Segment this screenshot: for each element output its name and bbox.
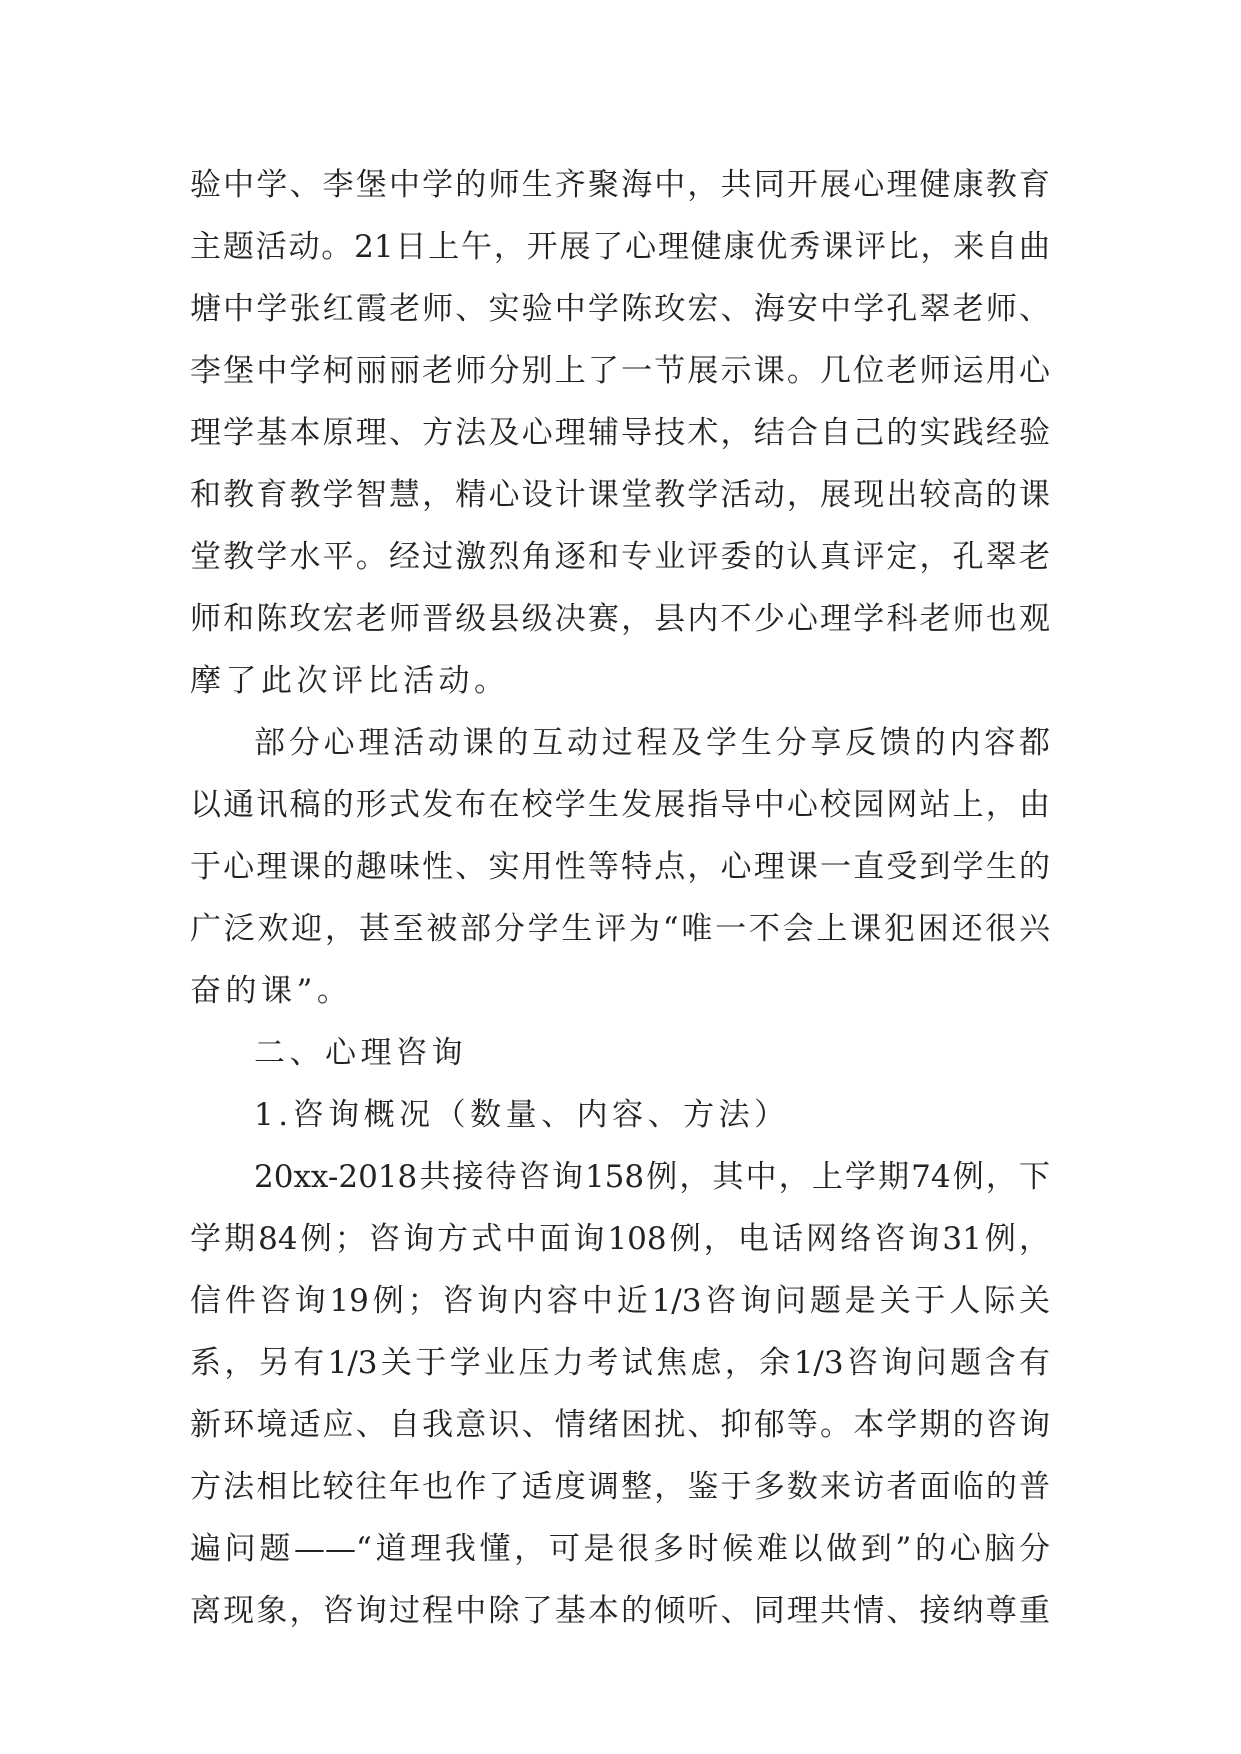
paragraph-first-line: 部分心理活动课的互动过程及学生分享反馈的内容都 bbox=[254, 725, 1050, 761]
text-line: 理学基本原理、方法及心理辅导技术，结合自己的实践经验 bbox=[190, 415, 1050, 451]
text-line: 方法相比较往年也作了适度调整，鉴于多数来访者面临的普 bbox=[190, 1469, 1050, 1505]
text-line: 广泛欢迎，甚至被部分学生评为“唯一不会上课犯困还很兴 bbox=[190, 911, 1050, 947]
text-line: 堂教学水平。经过激烈角逐和专业评委的认真评定，孔翠老 bbox=[190, 539, 1050, 575]
text-line: 学期84例；咨询方式中面询108例，电话网络咨询31例， bbox=[190, 1221, 1050, 1257]
text-line: 于心理课的趣味性、实用性等特点，心理课一直受到学生的 bbox=[190, 849, 1050, 885]
text-line: 主题活动。21日上午，开展了心理健康优秀课评比，来自曲 bbox=[190, 229, 1050, 265]
text-line: 以通讯稿的形式发布在校学生发展指导中心校园网站上，由 bbox=[190, 787, 1050, 823]
subsection-heading: 1.咨询概况（数量、内容、方法） bbox=[254, 1097, 790, 1133]
text-line: 验中学、李堡中学的师生齐聚海中，共同开展心理健康教育 bbox=[190, 167, 1050, 203]
paragraph-end-line: 摩了此次评比活动。 bbox=[190, 663, 510, 699]
text-line: 和教育教学智慧，精心设计课堂教学活动，展现出较高的课 bbox=[190, 477, 1050, 513]
paragraph-first-line: 20xx-2018共接待咨询158例，其中，上学期74例，下 bbox=[254, 1159, 1050, 1195]
text-line: 新环境适应、自我意识、情绪困扰、抑郁等。本学期的咨询 bbox=[190, 1407, 1050, 1443]
section-heading: 二、心理咨询 bbox=[254, 1035, 467, 1071]
text-line: 信件咨询19例；咨询内容中近1/3咨询问题是关于人际关 bbox=[190, 1283, 1050, 1319]
text-line: 师和陈玫宏老师晋级县级决赛，县内不少心理学科老师也观 bbox=[190, 601, 1050, 637]
paragraph-end-line: 奋的课”。 bbox=[190, 973, 353, 1009]
text-line: 离现象，咨询过程中除了基本的倾听、同理共情、接纳尊重 bbox=[190, 1593, 1050, 1629]
text-line: 李堡中学柯丽丽老师分别上了一节展示课。几位老师运用心 bbox=[190, 353, 1050, 389]
text-line: 塘中学张红霞老师、实验中学陈玫宏、海安中学孔翠老师、 bbox=[190, 291, 1050, 327]
document-body bbox=[190, 154, 1050, 1642]
text-line: 遍问题——“道理我懂，可是很多时候难以做到”的心脑分 bbox=[190, 1531, 1050, 1567]
text-line: 系，另有1/3关于学业压力考试焦虑，余1/3咨询问题含有 bbox=[190, 1345, 1050, 1381]
